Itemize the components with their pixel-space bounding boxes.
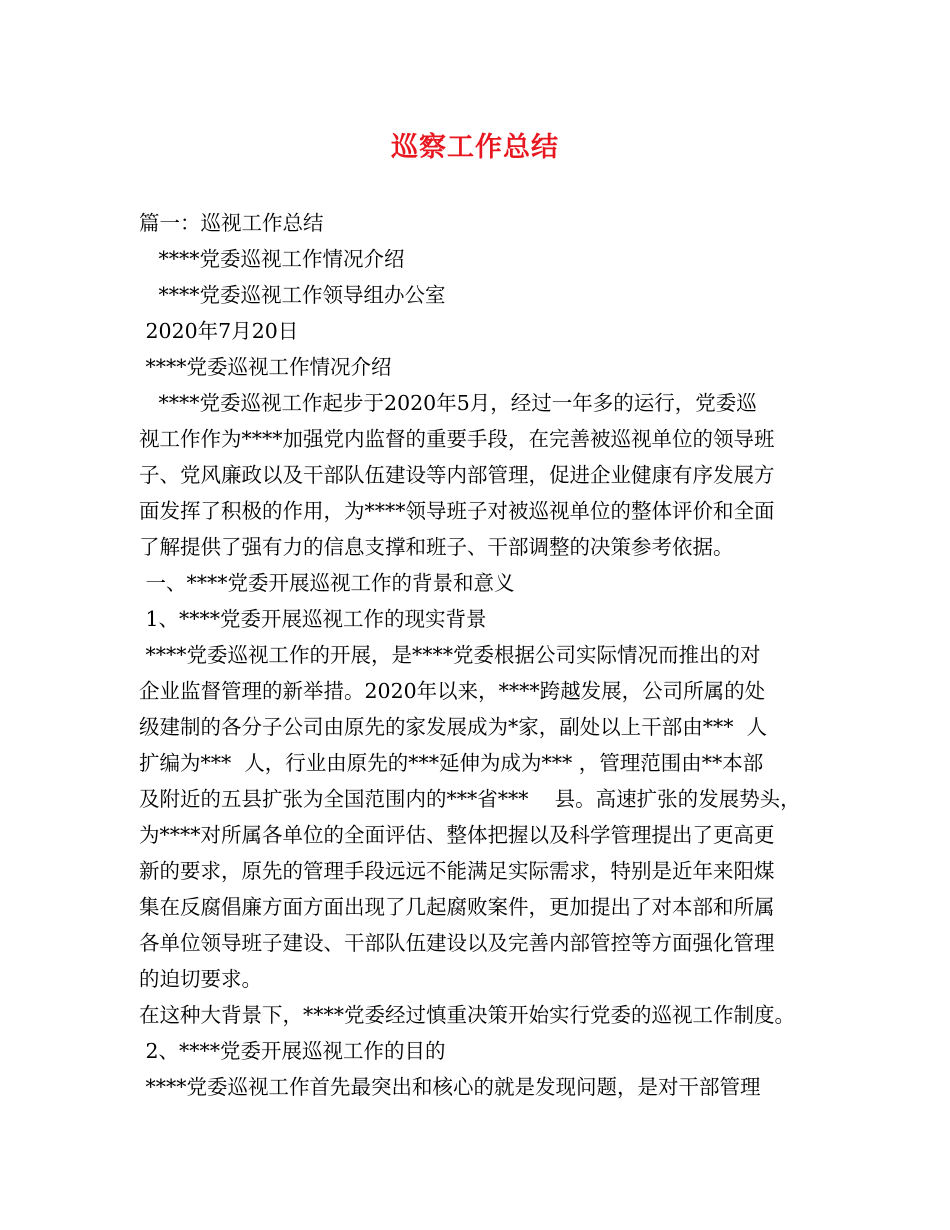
text-line: 一、****党委开展巡视工作的背景和意义 [139, 571, 515, 595]
text-line: 面发挥了积极的作用，为****领导班子对被巡视单位的整体评价和全面 [139, 499, 775, 523]
text-line: ****党委巡视工作的开展，是****党委根据公司实际情况而推出的对 [139, 643, 761, 667]
text-line: 篇一：巡视工作总结 [139, 211, 324, 235]
text-line: ****党委巡视工作领导组办公室 [139, 283, 446, 307]
text-line: 集在反腐倡廉方面方面出现了几起腐败案件，更加提出了对本部和所属 [139, 895, 775, 919]
text-line: 2020年7月20日 [139, 319, 299, 343]
text-line: 子、党风廉政以及干部队伍建设等内部管理，促进企业健康有序发展方 [139, 463, 775, 487]
document-body [139, 205, 829, 1105]
text-line: 及附近的五县扩张为全国范围内的***省*** 县。高速扩张的发展势头， [139, 787, 801, 811]
text-line: ****党委巡视工作情况介绍 [139, 355, 392, 379]
text-line: 各单位领导班子建设、干部队伍建设以及完善内部管控等方面强化管理 [139, 931, 775, 955]
text-line: ****党委巡视工作首先最突出和核心的就是发现问题，是对干部管理 [139, 1075, 761, 1099]
text-line: 在这种大背景下，****党委经过慎重决策开始实行党委的巡视工作制度。 [139, 1003, 795, 1027]
text-line: 为****对所属各单位的全面评估、整体把握以及科学管理提出了更高更 [139, 823, 775, 847]
text-line: 级建制的各分子公司由原先的家发展成为*家，副处以上干部由*** 人 [139, 715, 768, 739]
text-line: 的迫切要求。 [139, 967, 262, 991]
text-line: ****党委巡视工作起步于2020年5月，经过一年多的运行，党委巡 [139, 391, 757, 415]
text-line: 视工作作为****加强党内监督的重要手段，在完善被巡视单位的领导班 [139, 427, 775, 451]
text-line: 新的要求，原先的管理手段远远不能满足实际需求，特别是近年来阳煤 [139, 859, 775, 883]
text-line: 2、****党委开展巡视工作的目的 [139, 1039, 446, 1063]
text-line: 1、****党委开展巡视工作的现实背景 [139, 607, 487, 631]
document-title: 巡察工作总结 [391, 132, 559, 163]
text-line: 扩编为*** 人，行业由原先的***延伸为成为*** ，管理范围由**本部 [139, 751, 764, 775]
text-line: 了解提供了强有力的信息支撑和班子、干部调整的决策参考依据。 [139, 535, 734, 559]
text-line: 企业监督管理的新举措。2020年以来，****跨越发展，公司所属的处 [139, 679, 766, 703]
text-line: ****党委巡视工作情况介绍 [139, 247, 405, 271]
